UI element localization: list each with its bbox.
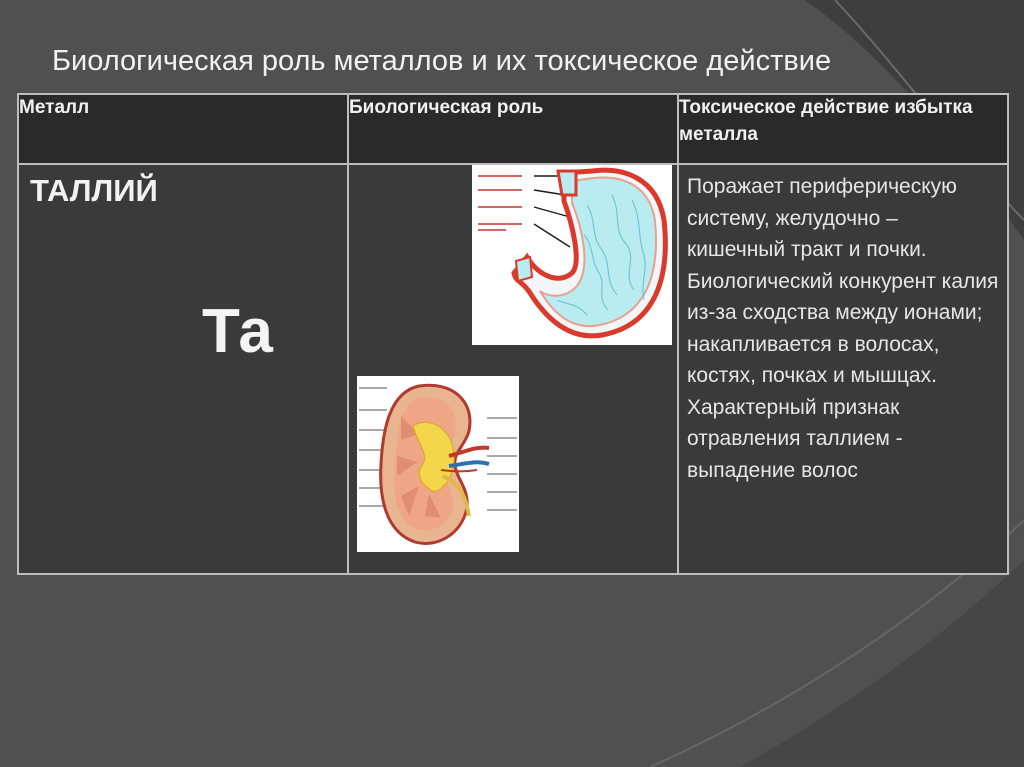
metal-name: ТАЛЛИЙ <box>30 173 158 208</box>
header-toxic-effect: Токсическое действие избытка металла <box>678 94 1008 164</box>
kidney-illustration <box>357 376 519 552</box>
metal-symbol: Та <box>202 297 273 366</box>
header-biological-role: Биологическая роль <box>348 94 678 164</box>
header-metal: Металл <box>18 94 348 164</box>
slide-title: Биологическая роль металлов и их токсическое действие <box>52 45 832 77</box>
cell-metal <box>18 164 348 574</box>
toxic-effect-text: Поражает периферическую систему, желудочно – кишечный тракт и почки. Биологический конкурент калия из-за сходства между ионами; накапливается в волосах, костях, почках и мышцах. Характерный признак отравления таллием - выпадение волос <box>687 175 999 482</box>
stomach-illustration <box>472 165 672 345</box>
